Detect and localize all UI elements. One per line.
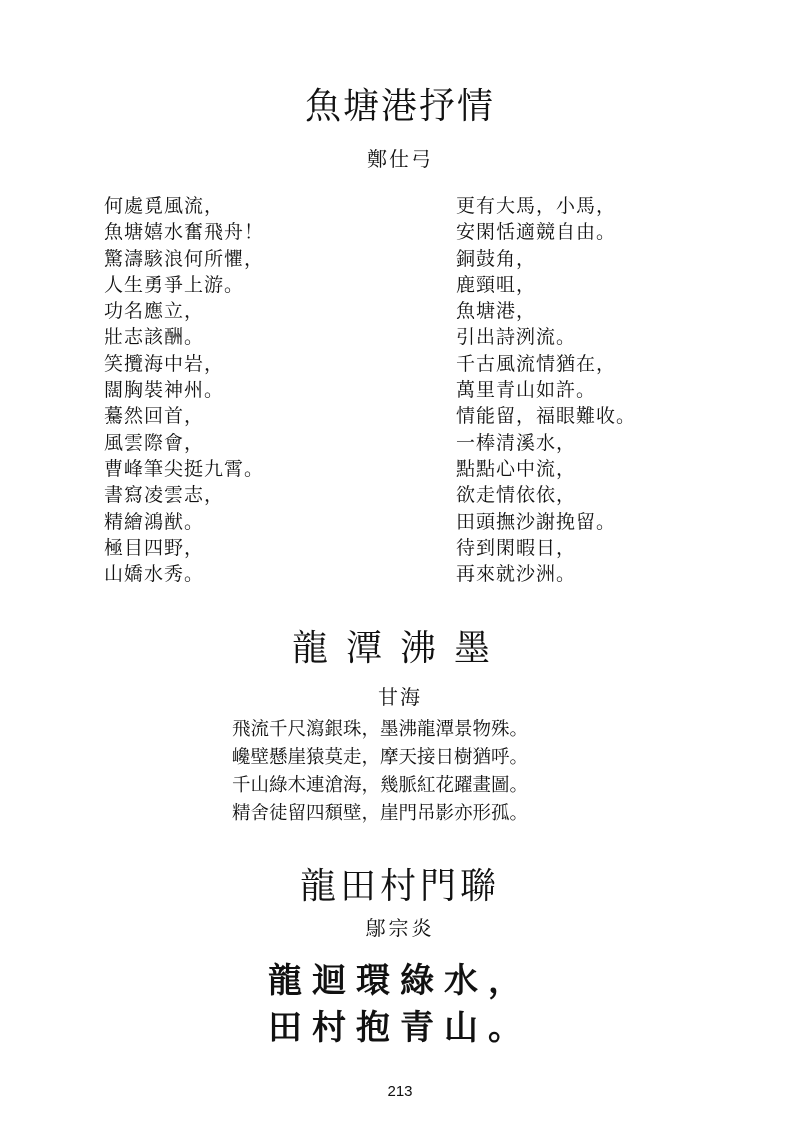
poem3-title: 龍田村門聯 (299, 866, 500, 907)
poem-line: 再來就沙洲。 (456, 563, 577, 586)
poem1-right-column (456, 193, 636, 587)
poem-line: 何處覓風流， (104, 195, 225, 217)
poem-line: 飛流千尺瀉銀珠，墨沸龍潭景物殊。 (232, 719, 529, 740)
poem1-left-column (104, 193, 264, 587)
poem2-author: 甘海 (378, 685, 422, 709)
poem-line: 魚塘港， (456, 300, 537, 323)
poem-line: 極目四野， (104, 536, 205, 559)
poem-line: 一棒清溪水， (456, 431, 577, 454)
poem-line: 驀然回首， (104, 405, 205, 428)
poem-line: 欲走情依依， (456, 484, 577, 507)
poem1-author: 鄭仕弓 (367, 147, 433, 171)
poem-line: 精舍徒留四頹壁，崖門吊影亦形孤。 (232, 803, 529, 824)
poem-line: 闊胸裝神州。 (104, 379, 225, 402)
poem2-title: 龍潭沸墨 (291, 628, 508, 669)
poem-line: 萬里青山如許。 (456, 379, 597, 402)
poem3-author: 鄔宗炎 (365, 916, 435, 940)
poem-line: 安閑恬適競自由。 (456, 221, 617, 244)
poem-line: 待到閑暇日， (456, 536, 577, 559)
poem-line: 功名應立， (104, 300, 205, 323)
couplet-line: 龍迴環綠水， (268, 961, 532, 1001)
poem-line: 笑攬海中岩， (104, 352, 225, 375)
poem-line: 驚濤駭浪何所懼， (104, 247, 265, 270)
poem-line: 山嬌水秀。 (104, 563, 205, 586)
poem-line: 千山綠木連滄海，幾脈紅花躍畫圖。 (232, 775, 529, 796)
poem-line: 點點心中流， (456, 457, 577, 480)
poem-line: 魚塘嬉水奮飛舟！ (104, 221, 265, 244)
poem-line: 銅鼓角， (456, 247, 537, 270)
poem-line: 風雲際會， (104, 431, 205, 454)
poem-line: 曹峰筆尖挺九霄。 (104, 457, 265, 480)
poem2-body (232, 716, 528, 828)
poem-line: 書寫凌雲志， (104, 484, 225, 507)
poem-line: 鹿頸咀， (456, 273, 537, 296)
poem-line: 引出詩洌流。 (456, 326, 577, 349)
poem1-title: 魚塘港抒情 (304, 86, 495, 127)
couplet-line: 田村抱青山。 (268, 1008, 532, 1048)
poem-line: 巉壁懸崖猿莫走，摩天接日樹猶呼。 (232, 747, 529, 768)
poem-line: 田頭撫沙謝挽留。 (456, 510, 617, 533)
poem-line: 精繪鴻猷。 (104, 510, 205, 533)
poem-line: 壯志該酬。 (104, 326, 205, 349)
poem-line: 情能留，福眼難收。 (456, 405, 637, 428)
page-number: 213 (387, 1083, 413, 1100)
poem-line: 千古風流情猶在， (456, 352, 617, 375)
poem-line: 人生勇爭上游。 (104, 273, 245, 296)
poem-line: 更有大馬，小馬， (456, 195, 617, 217)
